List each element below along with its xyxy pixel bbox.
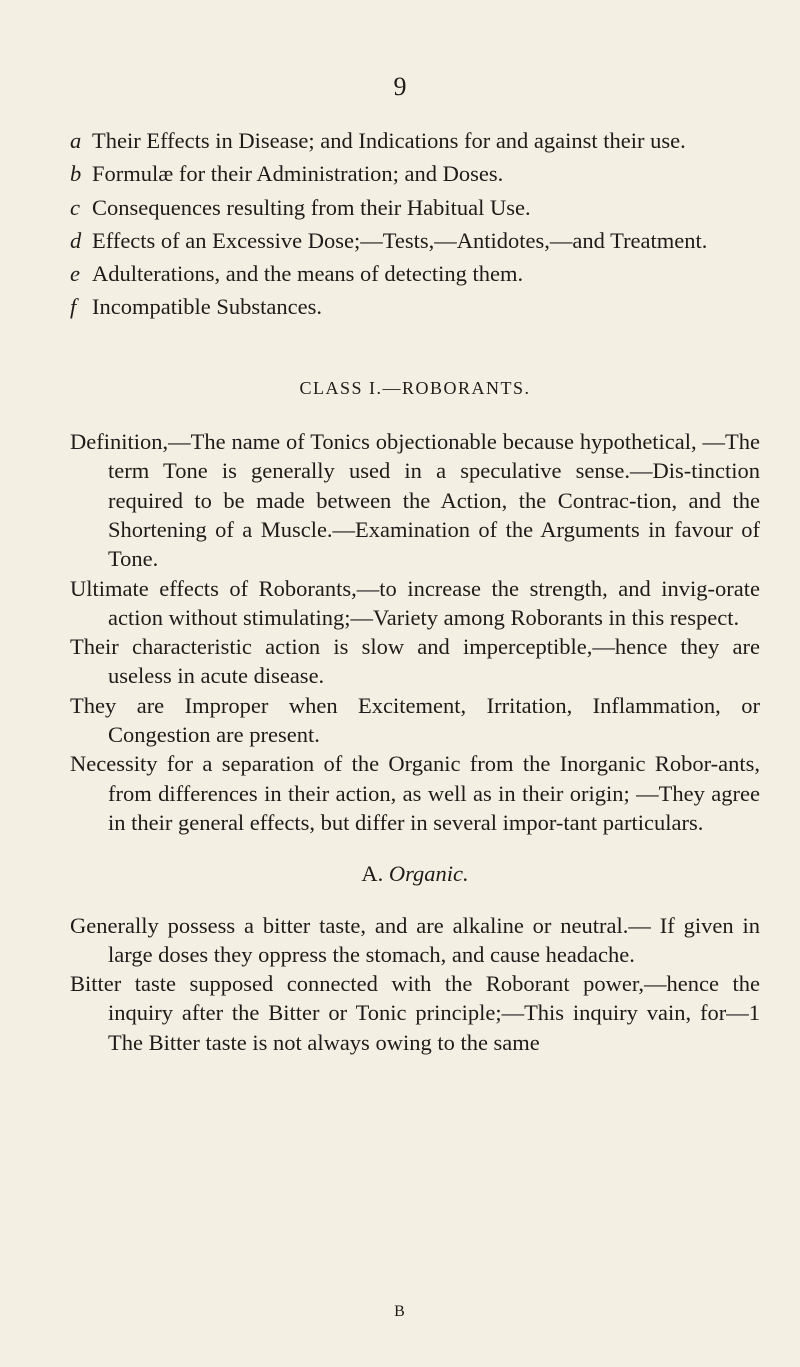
class-heading: CLASS I.—ROBORANTS.	[299, 377, 531, 398]
section-label: A.	[361, 861, 384, 887]
paragraph-improper: They are Improper when Excitement, Irritation, Inflammation, or Congestion are present.	[70, 692, 760, 748]
list-item	[70, 159, 760, 188]
list-letter: b	[70, 161, 82, 187]
paragraph-ultimate-effects: Ultimate effects of Roborants,—to increase the strength, and invig-orate action without stimulating;—Variety among Roborants in this respect.	[70, 575, 760, 630]
list-text: Incompatible Substances.	[92, 294, 322, 320]
paragraph-tonic-principle: Bitter taste supposed connected with the Roborant power,—hence the inquiry after the Bitter or Tonic principle;—This inquiry vain, for—1 The Bitter taste is not always owing to the same	[70, 971, 760, 1055]
list-item	[70, 193, 760, 222]
paragraph-characteristic-action: Their characteristic action is slow and imperceptible,—hence they are useless in acute disease.	[70, 634, 760, 689]
list-text: Formulæ for their Administration; and Doses.	[92, 161, 504, 187]
list-letter: e	[70, 261, 80, 287]
paragraph-definition: Definition,—The name of Tonics objectionable because hypothetical, —The term Tone is generally used in a speculative sense.—Dis-tinction required to be made between the Action, the Contrac-tion, and the Shortening of a Muscle.—Examination of the Arguments in favour of Tone.	[70, 429, 760, 572]
list-letter: a	[70, 128, 82, 153]
list-text: Effects of an Excessive Dose;—Tests,—Antidotes,—and Treatment.	[92, 227, 708, 253]
paragraph-separation: Necessity for a separation of the Organic from the Inorganic Robor-ants, from differences in their action, as well as in their origin; —They agree in their general effects, but differ in several impor-tant particulars.	[70, 751, 760, 835]
list-letter: d	[70, 227, 82, 253]
signature-mark: B	[394, 1303, 406, 1320]
page-number: 9	[393, 72, 407, 101]
section-heading	[70, 859, 760, 888]
section-title: Organic.	[388, 861, 469, 887]
list-letter: f	[70, 294, 77, 320]
list-item	[70, 226, 760, 255]
paragraph-bitter-taste: Generally possess a bitter taste, and are alkaline or neutral.— If given in large doses they oppress the stomach, and cause headache.	[70, 912, 760, 967]
list-item	[70, 259, 760, 288]
list-letter: c	[70, 194, 80, 220]
list-text: Consequences resulting from their Habitual Use.	[92, 194, 531, 220]
page-content	[70, 126, 760, 1057]
subtopic-list	[70, 126, 760, 322]
list-text: Adulterations, and the means of detecting them.	[92, 261, 524, 287]
list-item	[70, 126, 760, 155]
list-item	[70, 292, 760, 321]
list-text: Their Effects in Disease; and Indications for and against their use.	[92, 128, 686, 153]
